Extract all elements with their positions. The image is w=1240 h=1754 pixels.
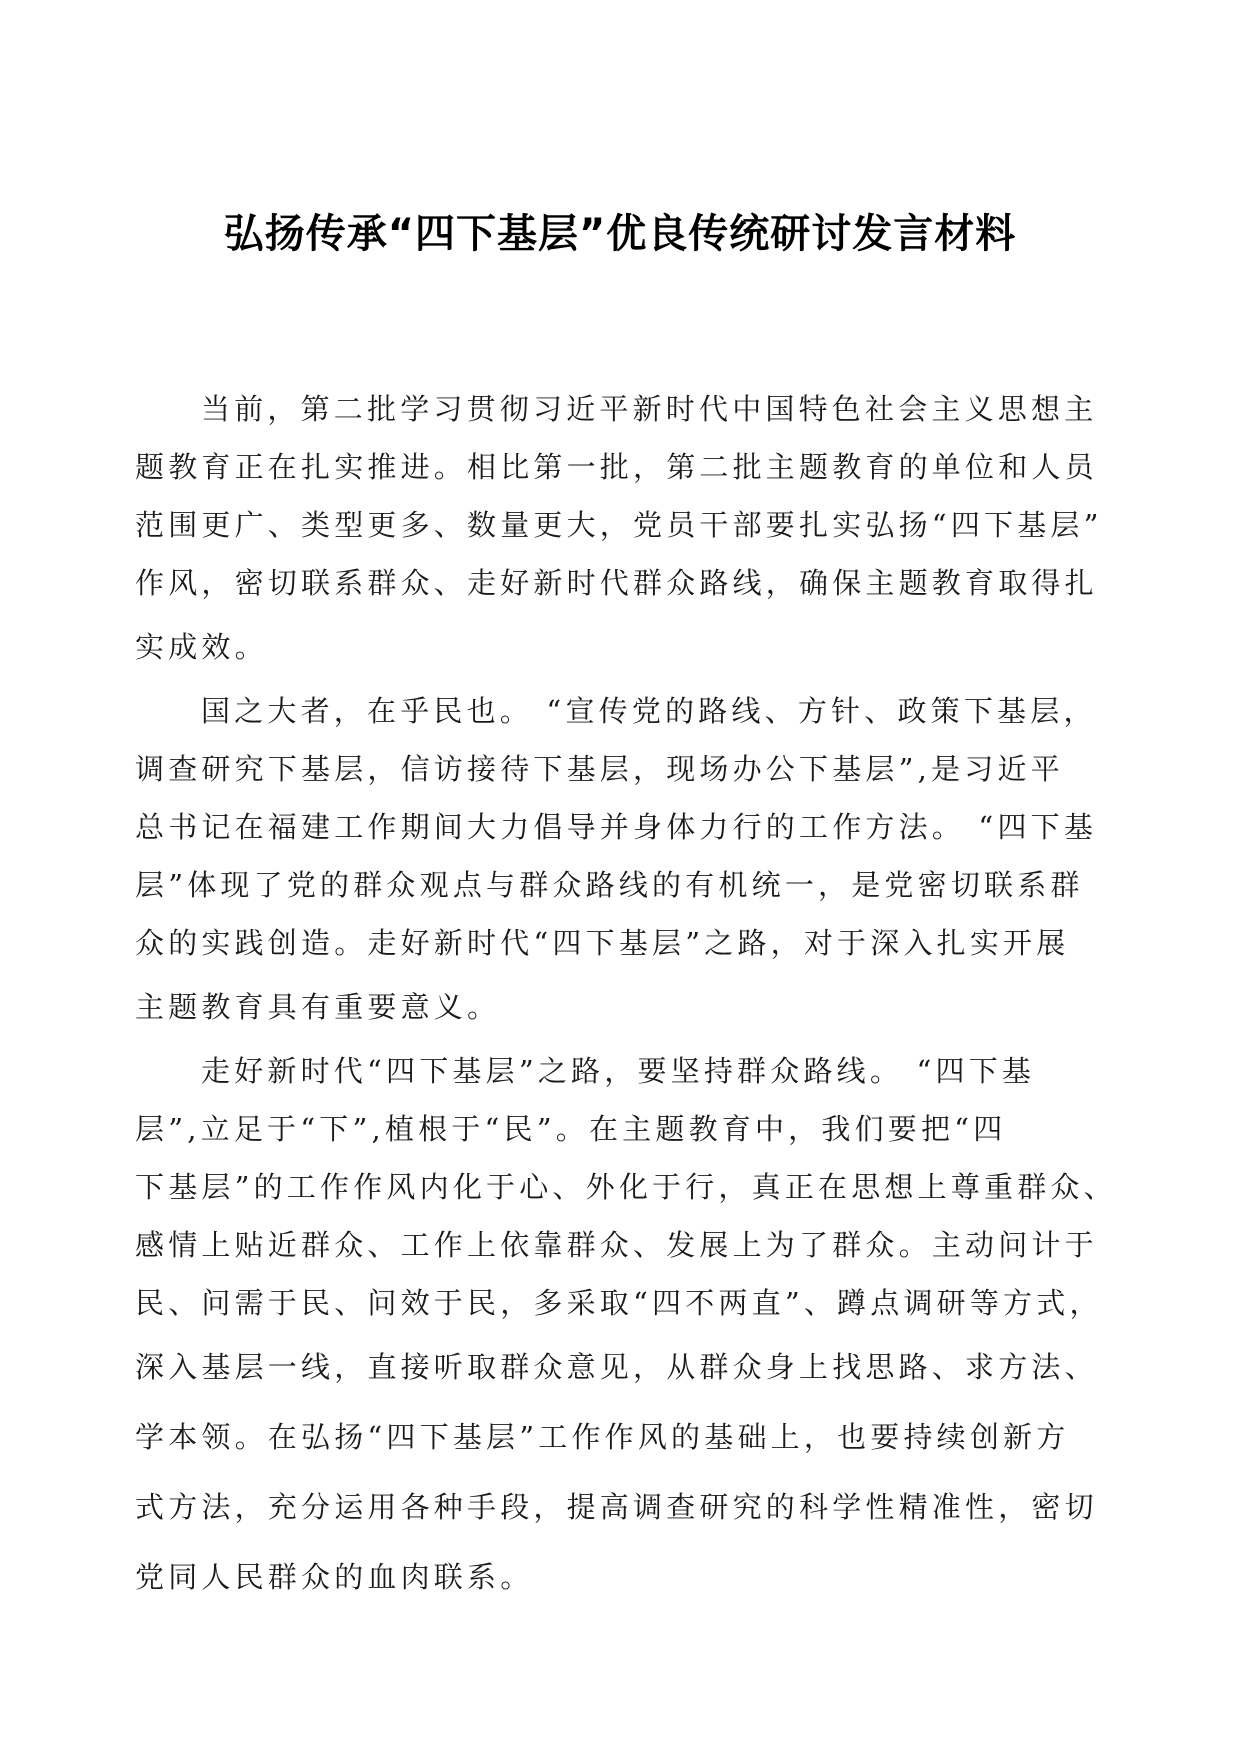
paragraph-1-line-1: 当前，第二批学习贯彻习近平新时代中国特色社会主义思想主: [201, 392, 1098, 426]
paragraph-3-line-9: 党同人民群众的血肉联系。: [135, 1560, 534, 1594]
paragraph-3-line-2: 层”,立足于“下”,植根于“民”。在主题教育中，我们要把“四: [135, 1112, 1007, 1146]
paragraph-1-line-2: 题教育正在扎实推进。相比第一批，第二批主题教育的单位和人员: [135, 450, 1098, 484]
document-body: [135, 380, 1125, 1612]
paragraph-1-line-4: 作风，密切联系群众、走好新时代群众路线，确保主题教育取得扎: [135, 566, 1098, 600]
paragraph-1-line-5: 实成效。: [135, 630, 268, 664]
paragraph-3-line-7: 学本领。在弘扬“四下基层”工作作风的基础上，也要持续创新方: [135, 1420, 1070, 1454]
paragraph-3-line-1: 走好新时代“四下基层”之路，要坚持群众路线。 “四下基: [201, 1054, 1036, 1088]
paragraph-2-line-3: 总书记在福建工作期间大力倡导并身体力行的工作方法。 “四下基: [135, 810, 1098, 844]
paragraph-2-line-5: 众的实践创造。走好新时代“四下基层”之路，对于深入扎实开展: [135, 926, 1070, 960]
paragraph-1-line-3: 范围更广、类型更多、数量更大，党员干部要扎实弘扬“四下基层”: [135, 508, 1103, 542]
paragraph-2-line-4: 层”体现了党的群众观点与群众路线的有机统一，是党密切联系群: [135, 868, 1084, 902]
paragraph-2-line-1: 国之大者，在乎民也。 “宣传党的路线、方针、政策下基层，: [201, 694, 1097, 728]
paragraph-2-line-6: 主题教育具有重要意义。: [135, 990, 501, 1024]
paragraph-3-line-3: 下基层”的工作作风内化于心、外化于行，真正在思想上尊重群众、: [135, 1170, 1117, 1204]
paragraph-3-line-6: 深入基层一线，直接听取群众意见，从群众身上找思路、求方法、: [135, 1350, 1098, 1384]
document-title: 弘扬传承“四下基层”优良传统研讨发言材料: [223, 211, 1017, 257]
paragraph-3-line-5: 民、问需于民、问效于民，多采取“四不两直”、蹲点调研等方式，: [135, 1286, 1103, 1320]
paragraph-3-line-4: 感情上贴近群众、工作上依靠群众、发展上为了群众。主动问计于: [135, 1228, 1098, 1262]
paragraph-2-line-2: 调查研究下基层，信访接待下基层，现场办公下基层”,是习近平: [135, 752, 1064, 786]
paragraph-3-line-8: 式方法，充分运用各种手段，提高调查研究的科学性精准性，密切: [135, 1490, 1098, 1524]
